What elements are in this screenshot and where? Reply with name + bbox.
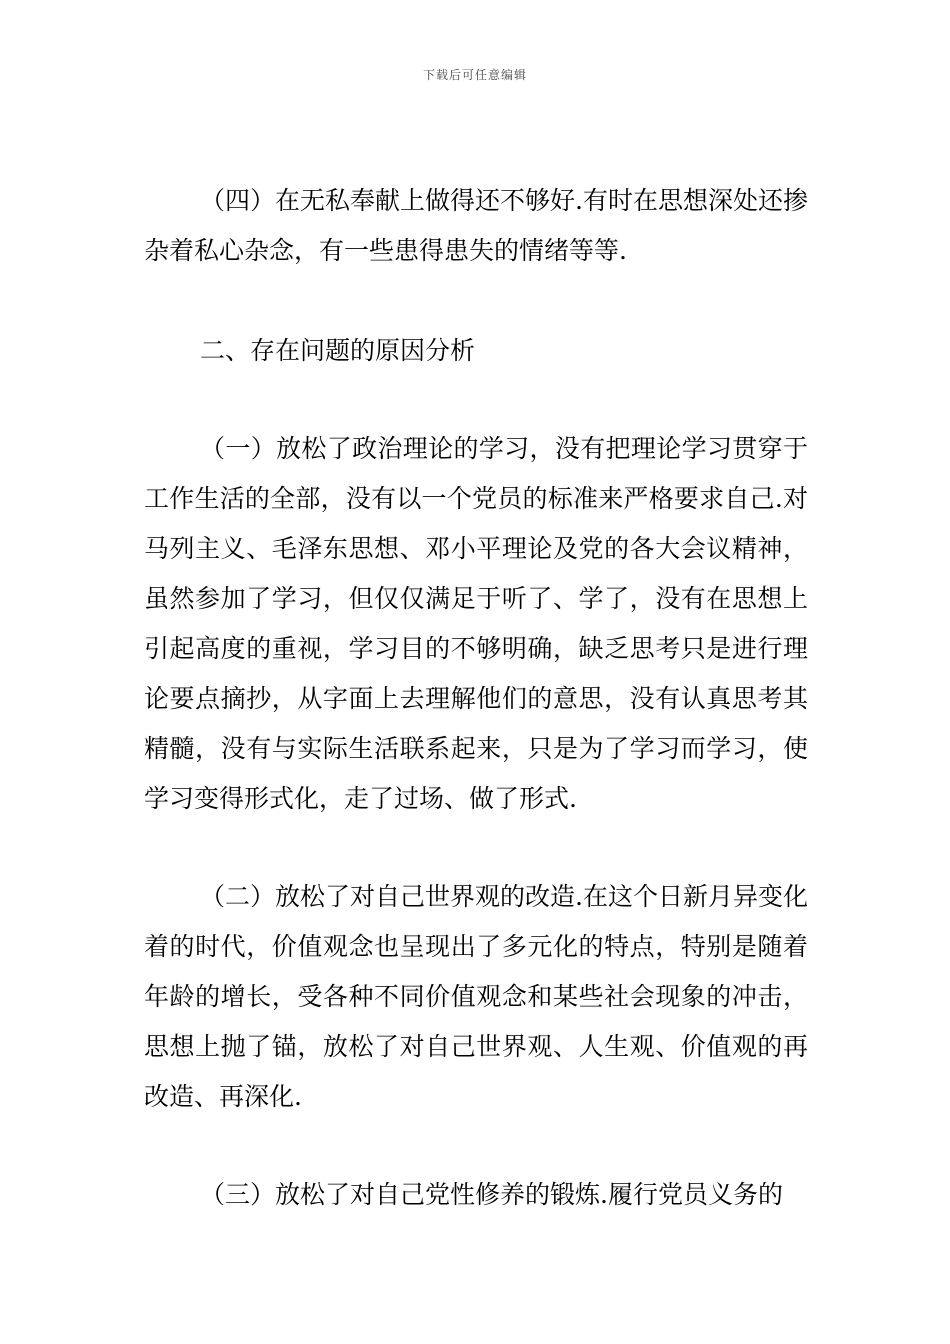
paragraph-party-spirit: （三）放松了对自己党性修养的锻炼.履行党员义务的 — [200, 1180, 783, 1209]
paragraph-worldview: （二）放松了对自己世界观的改造.在这个日新月异变化着的时代，价值观念也呈现出了多元化的特点，特别是随着年龄的增长，受各种不同价值观念和某些社会现象的冲击，思想上抛了锚，放松了对自己世界观、人生观、价值观的再改造、再深化. — [144, 882, 808, 1111]
paragraph-political-theory: （一）放松了政治理论的学习，没有把理论学习贯穿于工作生活的全部，没有以一个党员的标准来严格要求自己.对马列主义、毛泽东思想、邓小平理论及党的各大会议精神，虽然参加了学习，但仅仅满足于听了、学了，没有在思想上引起高度的重视，学习目的不够明确，缺乏思考只是进行理论要点摘抄，从字面上去理解他们的意思，没有认真思考其精髓，没有与实际生活联系起来，只是为了学习而学习，使学习变得形式化，走了过场、做了形式. — [144, 434, 808, 813]
paragraph-selfless-dedication: （四）在无私奉献上做得还不够好.有时在思想深处还掺杂着私心杂念，有一些患得患失的情绪等等. — [144, 186, 808, 265]
page-header: 下载后可任意编辑 — [422, 68, 527, 82]
section-heading-cause-analysis: 二、存在问题的原因分析 — [200, 336, 476, 365]
